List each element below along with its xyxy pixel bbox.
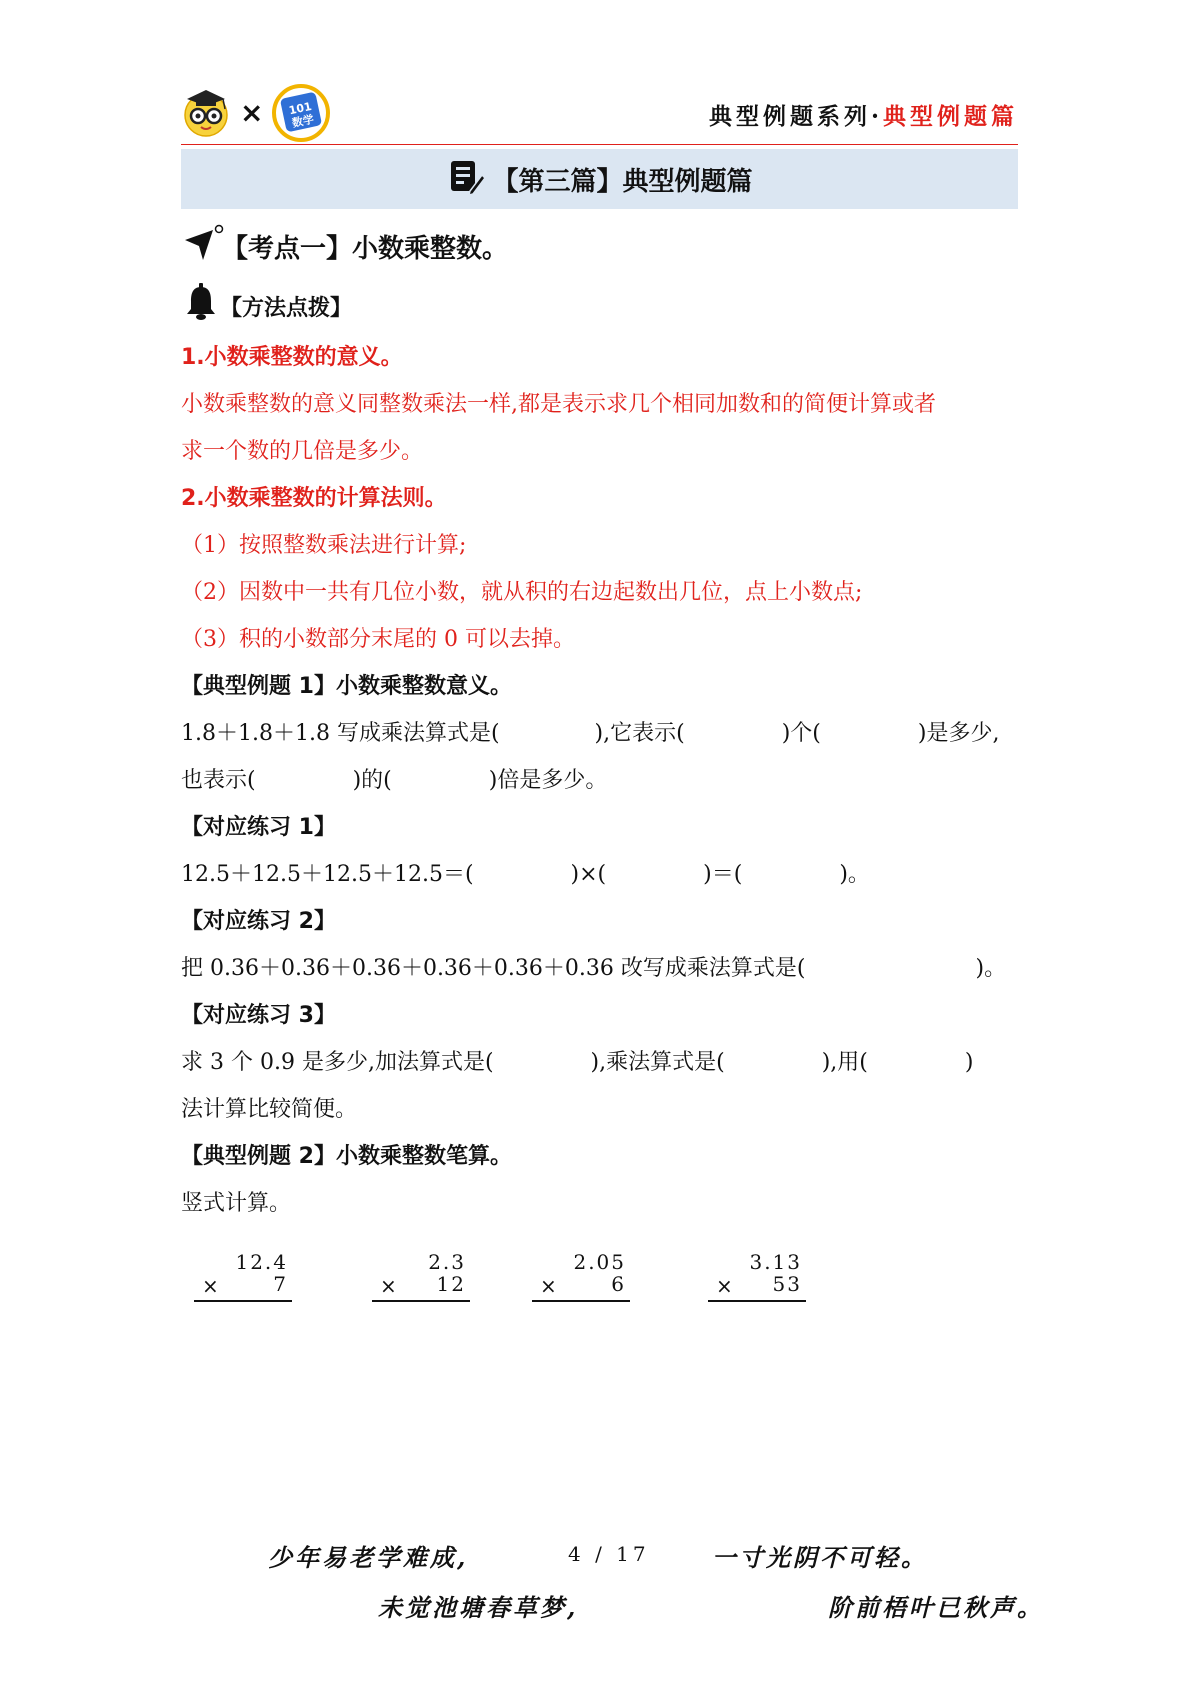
calc-4-line [708, 1300, 806, 1302]
footer-poem-line-3: 未觉池塘春草梦, [378, 1593, 579, 1622]
calc-3-line [532, 1300, 630, 1302]
calc-1-bottom: 7 [273, 1272, 288, 1296]
practice-3-line-2: 法计算比较简便。 [181, 1097, 358, 1122]
rule-3: （3）积的小数部分末尾的 0 可以去掉。 [181, 627, 575, 652]
practice-3-title: 【对应练习 3】 [181, 1003, 336, 1028]
vertical-calc-1 [188, 1250, 298, 1310]
pr3-text-d: ) [964, 1050, 974, 1075]
pr3-text-a: 求 3 个 0.9 是多少,加法算式是( [181, 1050, 494, 1075]
svg-text:101: 101 [287, 99, 313, 118]
method-title: 【方法点拨】 [220, 296, 353, 321]
ex1-text-f: )的( [352, 768, 392, 793]
bell-icon [185, 283, 217, 321]
calc-2-top: 2.3 [428, 1250, 466, 1274]
example-2-instruction: 竖式计算。 [181, 1191, 292, 1216]
calc-1-line [194, 1300, 292, 1302]
mascot-logo [181, 87, 231, 137]
point-text-1a: 小数乘整数的意义同整数乘法一样,都是表示求几个相同加数和的简便计算或者 [181, 392, 936, 417]
pr1-text-a: 12.5＋12.5＋12.5＋12.5＝( [181, 862, 474, 887]
practice-1-line [181, 862, 870, 888]
example-1-title: 【典型例题 1】小数乘整数意义。 [181, 674, 512, 699]
pr3-text-c: ),用( [821, 1050, 868, 1075]
pr2-text-b: )。 [975, 956, 1007, 981]
calc-4-top: 3.13 [749, 1250, 802, 1274]
pr2-text-a: 把 0.36＋0.36＋0.36＋0.36＋0.36＋0.36 改写成乘法算式是( [181, 956, 806, 981]
calc-2-line [372, 1300, 470, 1302]
multiply-sign: × [202, 1274, 219, 1298]
title-dot: · [870, 103, 883, 130]
footer-poem-line-1: 少年易老学难成, [268, 1543, 469, 1572]
svg-text:数学: 数学 [290, 112, 316, 130]
calc-4-bottom: 53 [772, 1272, 802, 1296]
practice-2-title: 【对应练习 2】 [181, 909, 336, 934]
multiply-sign: × [540, 1274, 557, 1298]
point-heading-1: 1.小数乘整数的意义。 [181, 345, 403, 370]
calc-3-bottom: 6 [611, 1272, 626, 1296]
calc-2-bottom: 12 [436, 1272, 466, 1296]
pr1-text-d: )。 [839, 862, 870, 887]
ex1-text-a: 1.8＋1.8＋1.8 写成乘法算式是( [181, 721, 500, 746]
kaodian-title: 【考点一】小数乘整数。 [222, 234, 509, 264]
ex1-text-d: )是多少, [917, 721, 1000, 746]
banner-title: 【第三篇】典型例题篇 [492, 166, 753, 197]
rule-1: （1）按照整数乘法进行计算; [181, 533, 467, 558]
example-1-line-2 [181, 768, 607, 794]
ex1-text-b: ),它表示( [594, 721, 685, 746]
ex1-text-e: 也表示( [181, 768, 256, 793]
vertical-calc-2 [366, 1250, 476, 1310]
calc-3-top: 2.05 [573, 1250, 626, 1274]
practice-2-line [181, 956, 1006, 982]
vertical-calc-4 [702, 1250, 812, 1310]
pr1-text-c: )＝( [703, 862, 743, 887]
calc-1-top: 12.4 [235, 1250, 288, 1274]
series-name: 典型例题系列 [708, 103, 871, 130]
navigation-arrow-icon [183, 224, 225, 264]
page-number: 4 / 17 [568, 1542, 650, 1566]
example-1-line-1 [181, 721, 999, 747]
vertical-calc-3 [526, 1250, 636, 1310]
notebook-pen-icon [446, 157, 486, 201]
pr1-text-b: )×( [570, 862, 607, 887]
footer-poem-line-4: 阶前梧叶已秋声。 [828, 1593, 1044, 1622]
times-sign: × [240, 96, 264, 129]
math-101-logo [272, 84, 330, 142]
multiply-sign: × [716, 1274, 733, 1298]
point-text-1b: 求一个数的几倍是多少。 [181, 439, 424, 464]
multiply-sign: × [380, 1274, 397, 1298]
ex1-text-c: )个( [781, 721, 821, 746]
practice-3-line-1 [181, 1050, 973, 1076]
section-banner [181, 149, 1018, 209]
practice-1-title: 【对应练习 1】 [181, 815, 336, 840]
header-series-title [709, 98, 1018, 131]
point-heading-2: 2.小数乘整数的计算法则。 [181, 486, 447, 511]
example-2-title: 【典型例题 2】小数乘整数笔算。 [181, 1144, 512, 1169]
section-name: 典型例题篇 [883, 103, 1018, 130]
footer-poem-line-2: 一寸光阴不可轻。 [712, 1543, 928, 1572]
pr3-text-b: ),乘法算式是( [590, 1050, 725, 1075]
header-divider [181, 144, 1018, 145]
rule-2: （2）因数中一共有几位小数，就从积的右边起数出几位，点上小数点; [181, 580, 863, 605]
ex1-text-g: )倍是多少。 [488, 768, 608, 793]
